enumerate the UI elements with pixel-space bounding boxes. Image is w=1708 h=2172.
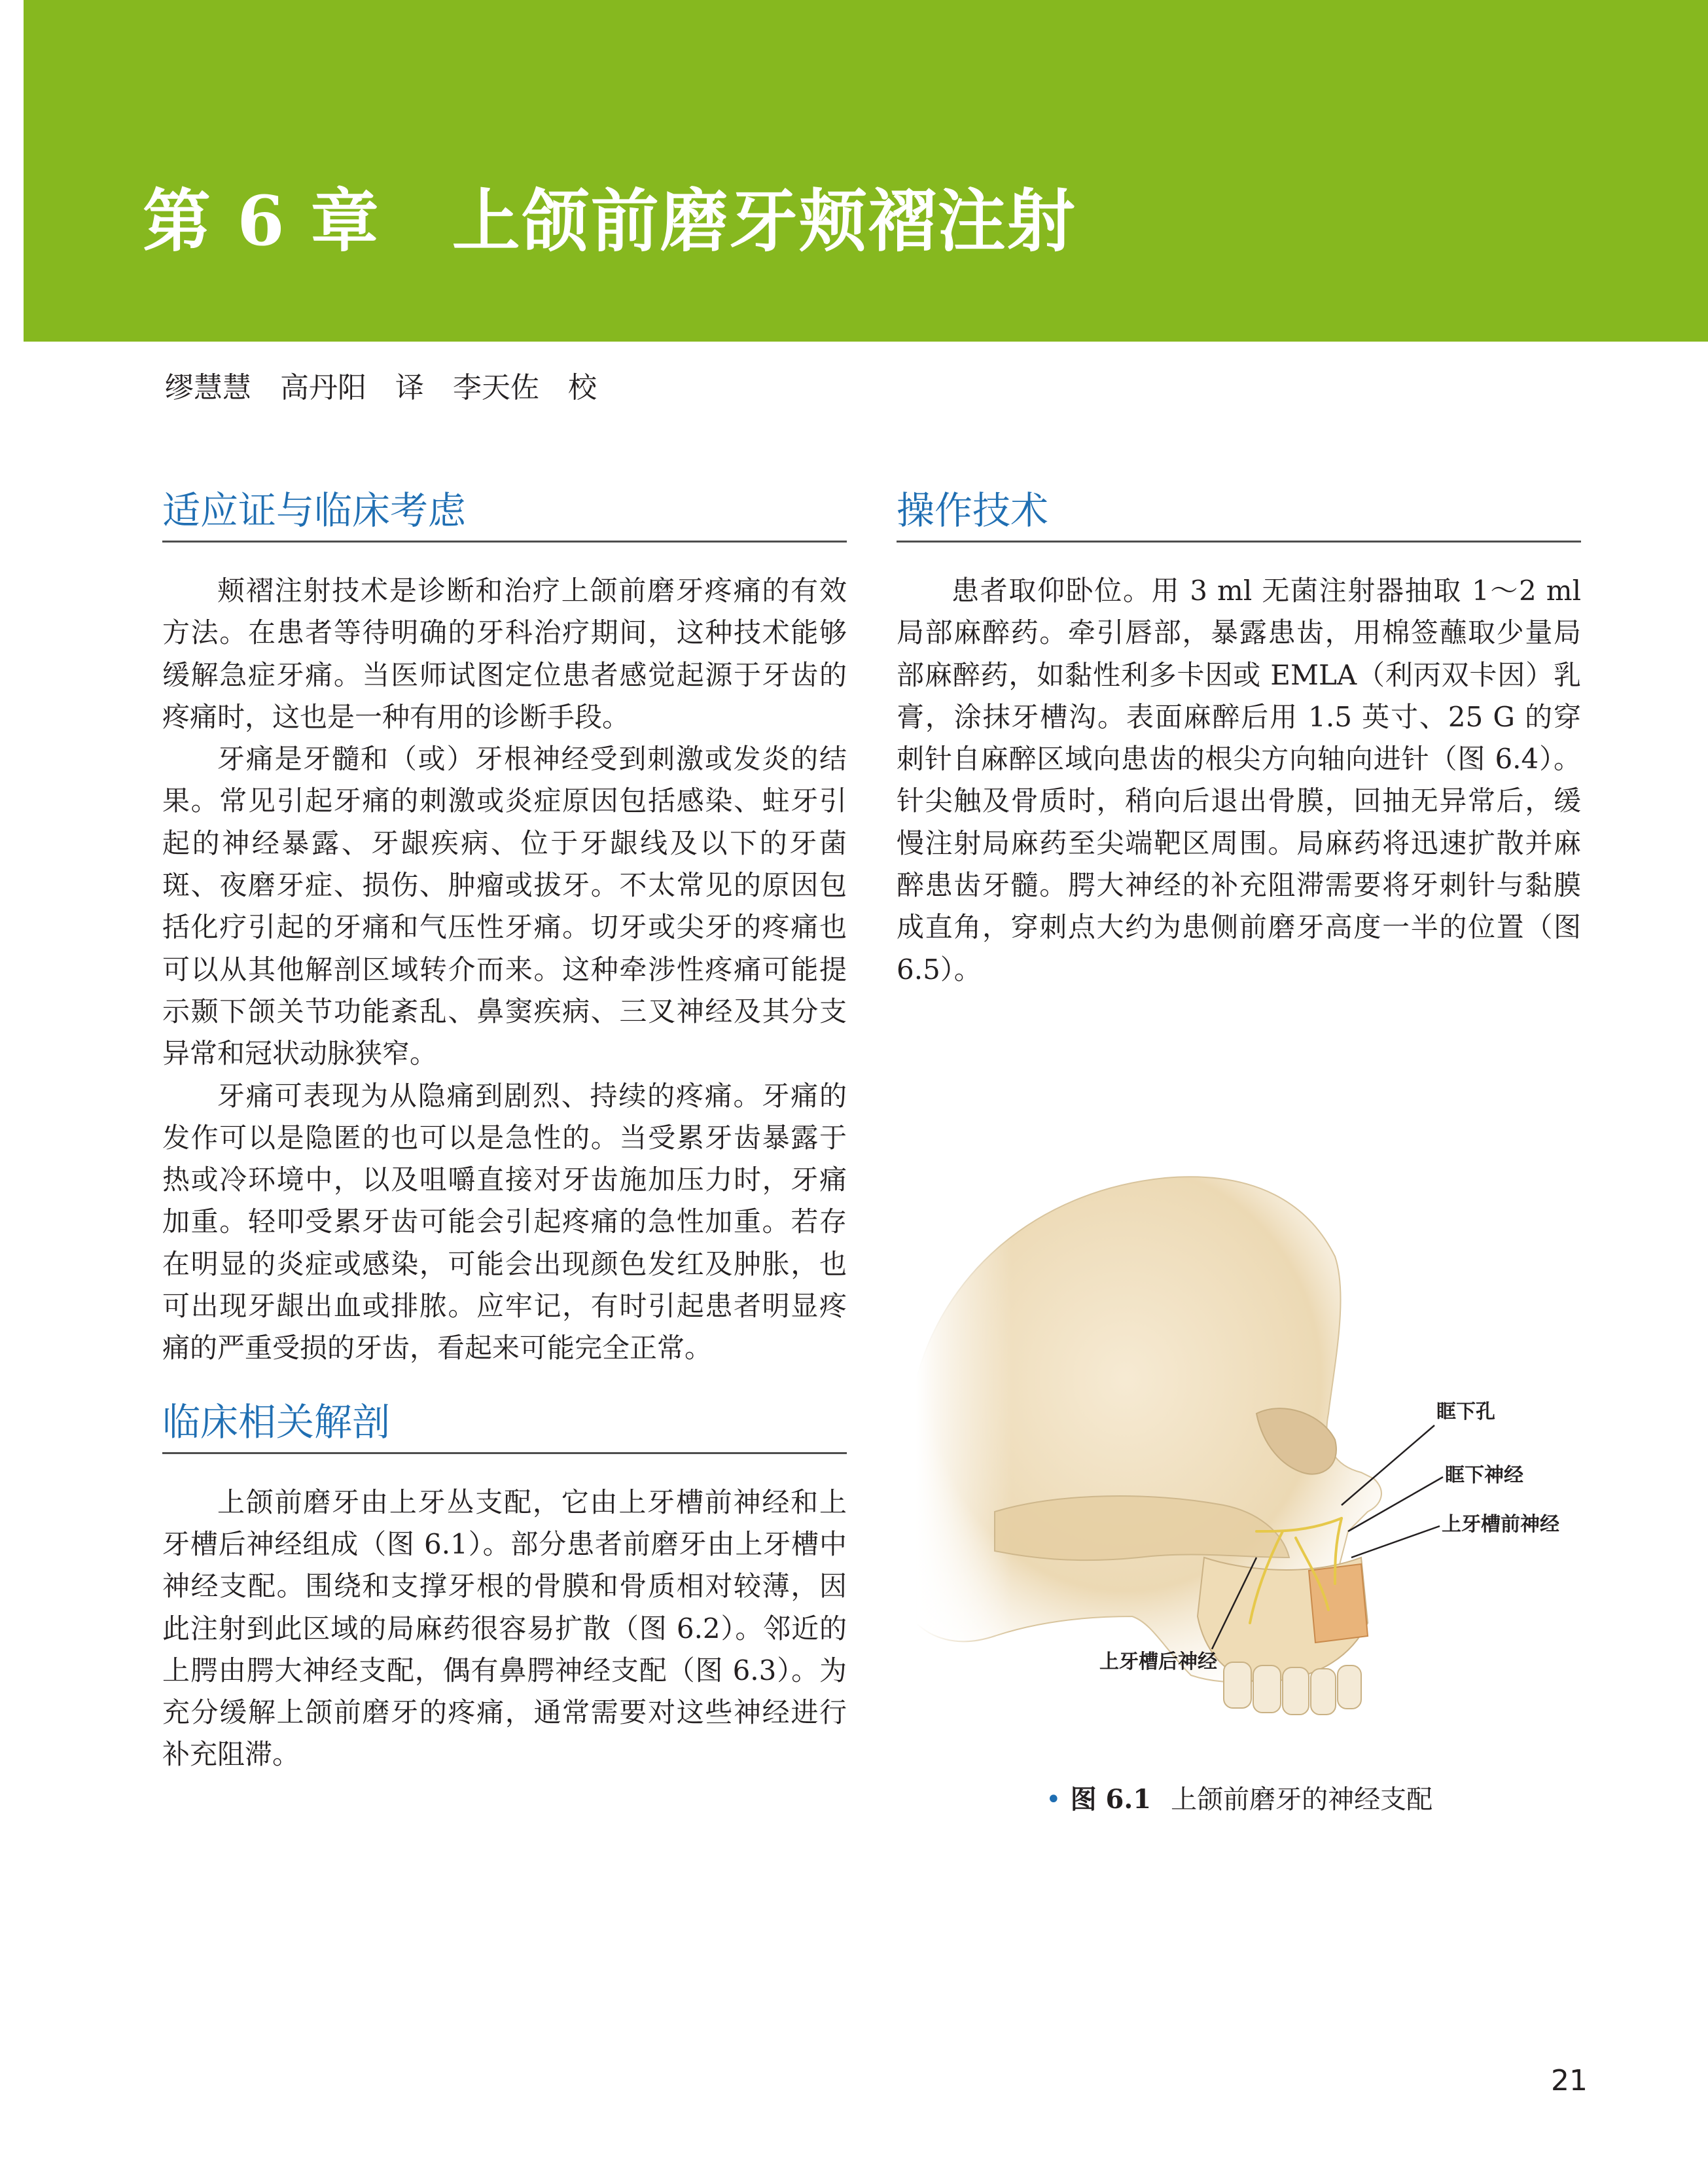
section-technique [897,484,1581,991]
section-heading-anatomy: 临床相关解剖 [162,1396,847,1454]
paragraph: 颊褶注射技术是诊断和治疗上颌前磨牙疼痛的有效方法。在患者等待明确的牙科治疗期间，这种技术能够缓解急症牙痛。当医师试图定位患者感觉起源于牙齿的疼痛时，这也是一种有用的诊断手段。 [162,575,847,733]
paragraph: 牙痛可表现为从隐痛到剧烈、持续的疼痛。牙痛的发作可以是隐匿的也可以是急性的。当受累牙齿暴露于热或冷环境中，以及咀嚼直接对牙齿施加压力时，牙痛加重。轻叩受累牙齿可能会引起疼痛的急性加重。若存在明显的炎症或感染，可能会出现颜色发红及肿胀，也可出现牙龈出血或排脓。应牢记，有时引起患者明显疼痛的严重受损的牙齿，看起来可能完全正常。 [162,1079,847,1364]
chapter-title-text: 上颌前磨牙颊褶注射 [452,181,1076,261]
section-heading-indications: 适应证与临床考虑 [162,484,847,543]
root-window [1309,1564,1368,1643]
chapter-number: 第 6 章 [143,181,380,261]
chapter-banner [24,0,1708,342]
caption-bullet-icon: • [1046,1785,1061,1815]
label-infraorbital-foramen: 眶下孔 [1436,1400,1495,1423]
reviewed-label: 校 [568,371,597,404]
section-heading-technique: 操作技术 [897,484,1581,543]
label-anterior-alveolar-nerve: 上牙槽前神经 [1442,1513,1559,1536]
teeth [1224,1662,1361,1715]
caption-text: 上颌前磨牙的神经支配 [1171,1785,1433,1815]
figure-skull-illustration [916,1165,1590,1754]
translated-label: 译 [395,371,424,404]
translators: 缪慧慧 高丹阳 [165,371,366,404]
reviewer: 李天佐 [453,371,539,404]
caption-number: 图 6.1 [1070,1784,1152,1815]
paragraph: 牙痛是牙髓和（或）牙根神经受到刺激或发炎的结果。常见引起牙痛的刺激或炎症原因包括感染、蛀牙引起的神经暴露、牙龈疾病、位于牙龈线及以下的牙菌斑、夜磨牙症、损伤、肿瘤或拔牙。不太常见的原因包括化疗引起的牙痛和气压性牙痛。切牙或尖牙的疼痛也可以从其他解剖区域转介而来。这种牵涉性疼痛可能提示颞下颌关节功能紊乱、鼻窦疾病、三叉神经及其分支异常和冠状动脉狭窄。 [162,743,847,1070]
figure-caption [1046,1781,1432,1818]
right-column [897,484,1581,1017]
label-infraorbital-nerve: 眶下神经 [1445,1464,1523,1487]
credits [165,365,626,411]
paragraph: 患者取仰卧位。用 3 ml 无菌注射器抽取 1～2 ml 局部麻醉药。牵引唇部，暴露患齿，用棉签蘸取少量局部麻醉药，如黏性利多卡因或 EMLA（利丙双卡因）乳膏，涂抹牙槽沟。表面麻醉后用 1.5 英寸、25 G 的穿刺针自麻醉区域向患齿的根尖方向轴向进针（图 6.4）。针尖触及骨质时，稍向后退出骨膜，回抽无异常后，缓慢注射局麻药至尖端靶区周围。局麻药将迅速扩散并麻醉患齿牙髓。腭大神经的补充阻滞需要将牙刺针与黏膜成直角，穿刺点大约为患侧前磨牙高度一半的位置（图 6.5）。 [897,575,1581,986]
skull-illustration [916,1165,1590,1754]
left-column [162,484,847,1802]
section-anatomy [162,1396,847,1776]
label-posterior-alveolar-nerve: 上牙槽后神经 [1099,1650,1217,1673]
paragraph: 上颌前磨牙由上牙丛支配，它由上牙槽前神经和上牙槽后神经组成（图 6.1）。部分患者前磨牙由上牙槽中神经支配。围绕和支撑牙根的骨膜和骨质相对较薄，因此注射到此区域的局麻药很容易扩散（图 6.2）。邻近的上腭由腭大神经支配，偶有鼻腭神经支配（图 6.3）。为充分缓解上颌前磨牙的疼痛，通常需要对这些神经进行补充阻滞。 [162,1486,847,1771]
section-indications [162,484,847,1370]
chapter-title [143,175,1076,267]
page-number: 21 [1551,2064,1588,2097]
